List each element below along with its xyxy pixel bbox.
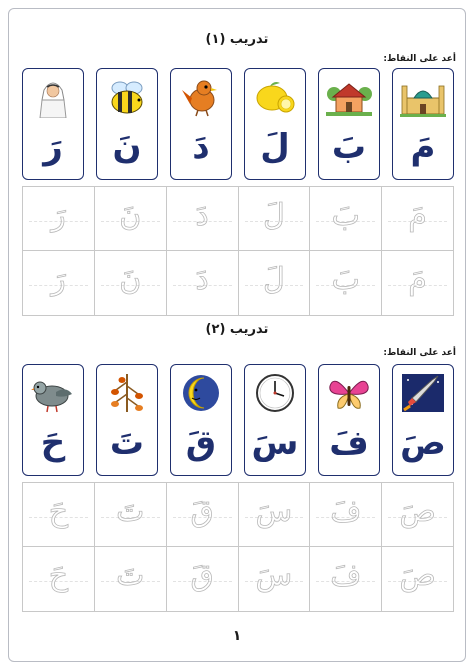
tracing-cell[interactable]: بَ <box>309 251 381 315</box>
exercise1-cards <box>22 68 454 182</box>
clock-icon <box>250 371 300 415</box>
man-icon <box>28 75 78 119</box>
tracing-cell[interactable]: سَ <box>238 483 310 546</box>
tracing-cell[interactable]: مَ <box>381 251 453 315</box>
tracing-cell[interactable]: سَ <box>238 547 310 611</box>
tracing-cell[interactable]: مَ <box>381 187 453 250</box>
tracing-row <box>23 187 453 251</box>
letter-qaaf: قَ <box>185 423 217 463</box>
tracing-cell[interactable]: نَ <box>94 187 166 250</box>
letter-baa: بَ <box>331 127 367 167</box>
exercise2-cards <box>22 364 454 478</box>
card-letter-haa <box>22 364 84 476</box>
bee-icon <box>102 75 152 119</box>
tracing-cell[interactable]: فَ <box>309 483 381 546</box>
letter-saad: صَ <box>400 423 446 463</box>
tracing-cell[interactable]: حَ <box>23 483 94 546</box>
exercise2-instruction: أعد على النقاط: <box>383 348 456 358</box>
card-letter-raa <box>22 68 84 180</box>
exercise1-tracing-grid <box>22 186 454 316</box>
tracing-cell[interactable]: لَ <box>238 251 310 315</box>
tracing-cell[interactable]: دَ <box>166 187 238 250</box>
card-letter-seen <box>244 364 306 476</box>
house-icon <box>324 75 374 119</box>
tracing-cell[interactable]: رَ <box>23 251 94 315</box>
card-letter-meem <box>392 68 454 180</box>
letter-noon: نَ <box>112 127 142 167</box>
rocket-icon <box>398 371 448 415</box>
tracing-cell[interactable]: صَ <box>381 547 453 611</box>
letter-seen: سَ <box>251 423 299 463</box>
letter-raa: رَ <box>43 127 63 167</box>
letter-daal: دَ <box>192 127 210 167</box>
card-letter-laam <box>244 68 306 180</box>
lemon-icon <box>250 75 300 119</box>
card-letter-saad <box>392 364 454 476</box>
page-number: ١ <box>232 628 242 644</box>
tracing-cell[interactable]: رَ <box>23 187 94 250</box>
exercise1-instruction: أعد على النقاط: <box>383 54 456 64</box>
exercise1-title: تدريب (١) <box>205 32 269 47</box>
tracing-cell[interactable]: تَ <box>94 547 166 611</box>
letter-faa: فَ <box>329 423 369 463</box>
bird-icon <box>176 75 226 119</box>
tracing-cell[interactable]: بَ <box>309 187 381 250</box>
tracing-cell[interactable]: حَ <box>23 547 94 611</box>
card-letter-faa <box>318 364 380 476</box>
tracing-row <box>23 483 453 547</box>
exercise2-tracing-grid <box>22 482 454 612</box>
letter-haa: حَ <box>40 423 66 463</box>
letter-taa: تَ <box>109 423 145 463</box>
card-letter-daal <box>170 68 232 180</box>
mosque-icon <box>398 75 448 119</box>
letter-laam: لَ <box>260 127 290 167</box>
tracing-row <box>23 251 453 315</box>
moon-icon <box>176 371 226 415</box>
tracing-row <box>23 547 453 611</box>
butterfly-icon <box>324 371 374 415</box>
card-letter-taa <box>96 364 158 476</box>
card-letter-noon <box>96 68 158 180</box>
tracing-cell[interactable]: لَ <box>238 187 310 250</box>
card-letter-qaaf <box>170 364 232 476</box>
tracing-cell[interactable]: قَ <box>166 547 238 611</box>
tracing-cell[interactable]: تَ <box>94 483 166 546</box>
pigeon-icon <box>28 371 78 415</box>
tracing-cell[interactable]: نَ <box>94 251 166 315</box>
letter-meem: مَ <box>410 127 436 167</box>
exercise2-title: تدريب (٢) <box>205 322 269 337</box>
card-letter-baa <box>318 68 380 180</box>
tracing-cell[interactable]: دَ <box>166 251 238 315</box>
tracing-cell[interactable]: صَ <box>381 483 453 546</box>
tracing-cell[interactable]: فَ <box>309 547 381 611</box>
tracing-cell[interactable]: قَ <box>166 483 238 546</box>
dates-icon <box>102 371 152 415</box>
